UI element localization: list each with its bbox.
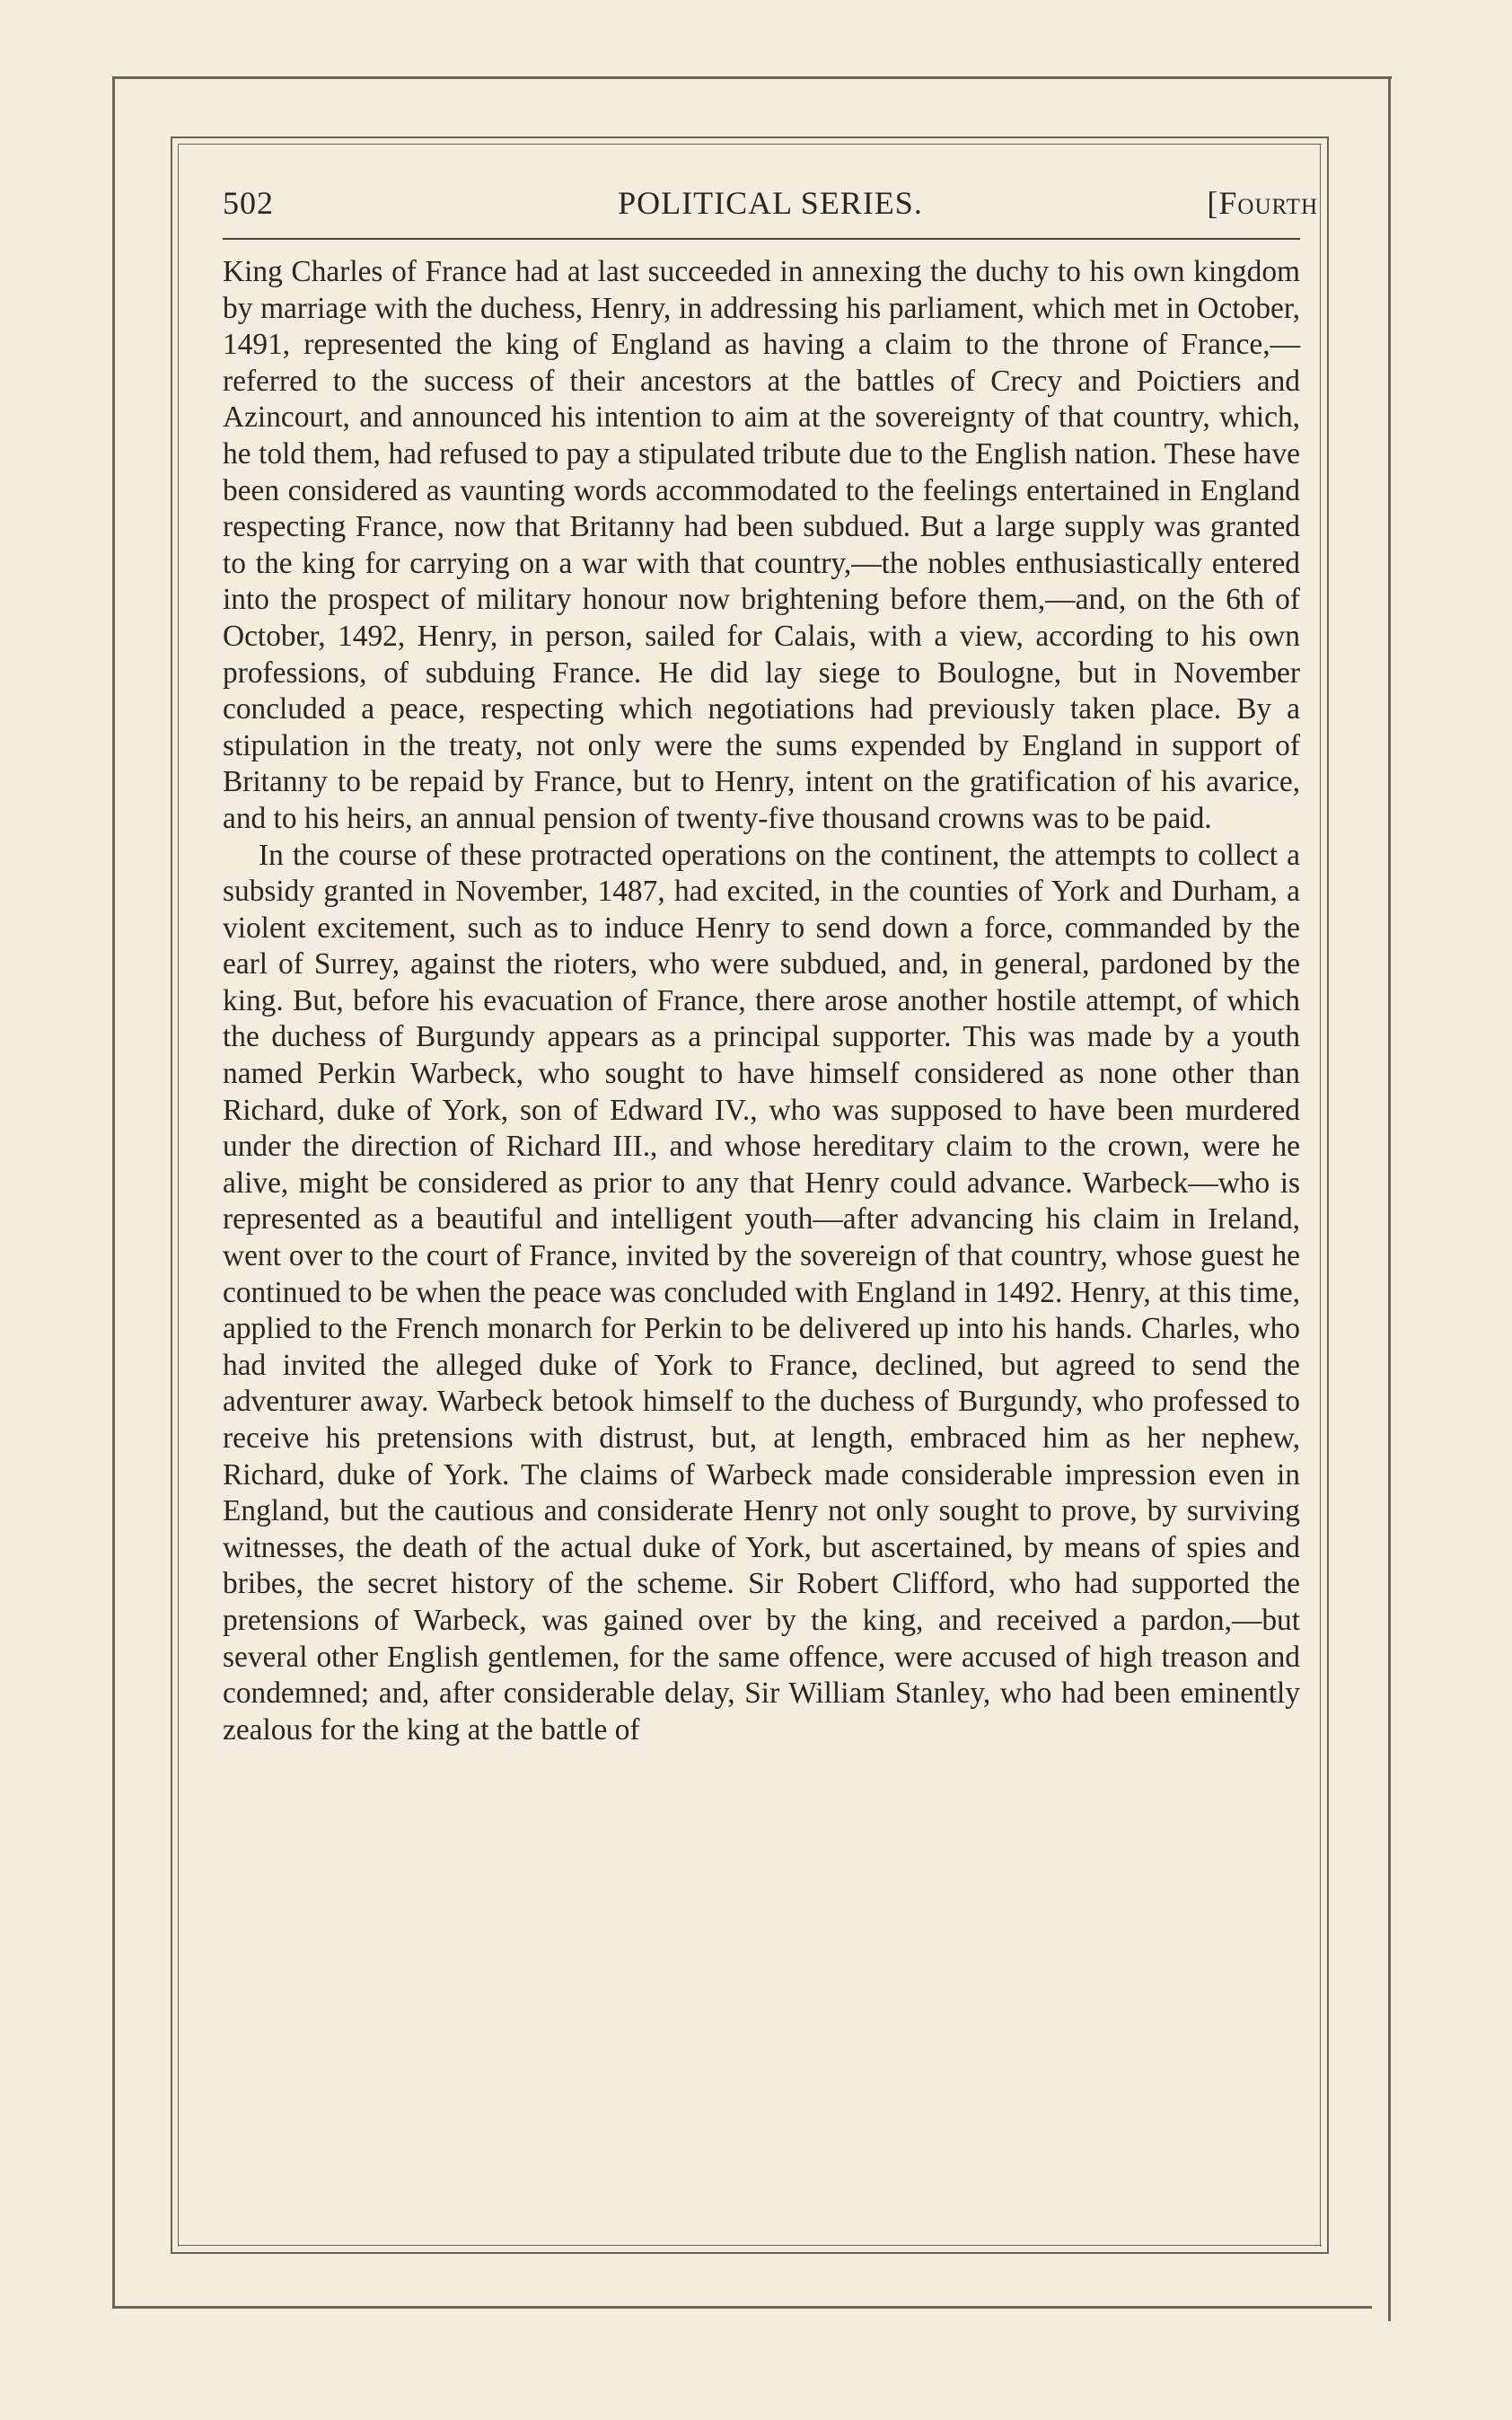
inner-frame-top (171, 136, 1329, 138)
inner-frame-bottom (171, 2252, 1329, 2254)
body-text (223, 254, 1300, 1748)
header-rule (223, 238, 1300, 240)
paragraph-2: In the course of these protracted operations on the continent, the attempts to collect a subsidy granted in November, 1487, had excited, in the counties of York and Durham, a violent excitement, such as to induce Henry to send down a force, commanded by the earl of Surrey, against the rioters, who were subdued, and, in general, pardoned by the king. But, before his evacuation of France, there arose another hostile attempt, of which the duchess of Burgundy appears as a principal supporter. This was made by a youth named Perkin Warbeck, who sought to have himself considered as none other than Richard, duke of York, son of Edward IV., who was supposed to have been murdered under the direction of Richard III., and whose hereditary claim to the crown, were he alive, might be considered as prior to any that Henry could advance. Warbeck—who is represented as a beautiful and intelligent youth—after advancing his claim in Ireland, went over to the court of France, invited by the sovereign of that country, whose guest he continued to be when the peace was concluded with England in 1492. Henry, at this time, applied to the French monarch for Perkin to be delivered up into his hands. Charles, who had invited the alleged duke of York to France, declined, but agreed to send the adventurer away. Warbeck betook himself to the duchess of Burgundy, who professed to receive his pretensions with distrust, but, at length, embraced him as her nephew, Richard, duke of York. The claims of Warbeck made considerable impression even in England, but the cautious and considerate Henry not only sought to prove, by surviving witnesses, the death of the actual duke of York, but ascertained, by means of spies and bribes, the secret history of the scheme. Sir Robert Clifford, who had supported the pretensions of Warbeck, was gained over by the king, and received a pardon,—but several other English gentlemen, for the same offence, were accused of high treason and condemned; and, after considerable delay, Sir William Stanley, who had been eminently zealous for the king at the battle of (223, 838, 1300, 1747)
outer-border-left (112, 76, 115, 2308)
inner-frame-top-2 (178, 144, 1322, 145)
inner-frame-right (1327, 136, 1329, 2254)
inner-frame-right-2 (1320, 144, 1321, 2247)
book-page (178, 148, 1318, 2236)
section-label: [Fourth (1207, 185, 1318, 221)
outer-border-top (112, 76, 1392, 79)
outer-border-right (1388, 76, 1391, 2321)
running-title: POLITICAL SERIES. (618, 185, 923, 221)
outer-border-bottom (112, 2306, 1372, 2309)
paragraph-1: King Charles of France had at last succeeded in annexing the duchy to his own kingdom by marriage with the duchess, Henry, in addressing his parliament, which met in October, 1491, represented the king of England as having a claim to the throne of France,—referred to the success of their ancestors at the battles of Crecy and Poictiers and Azincourt, and announced his intention to aim at the sovereignty of that country, which, he told them, had refused to pay a stipulated tribute due to the English nation. These have been considered as vaunting words accommodated to the feelings entertained in England respecting France, now that Britanny had been subdued. But a large supply was granted to the king for carrying on a war with that country,—the nobles enthusiastically entered into the prospect of military honour now brightening before them,—and, on the 6th of October, 1492, Henry, in person, sailed for Calais, with a view, according to his own professions, of subduing France. He did lay siege to Boulogne, but in November concluded a peace, respecting which negotiations had previously taken place. By a stipulation in the treaty, not only were the sums expended by England in support of Britanny to be repaid by France, but to Henry, intent on the gratification of his avarice, and to his heirs, an annual pension of twenty-five thousand crowns was to be paid. (223, 255, 1300, 835)
inner-frame-bottom-2 (178, 2245, 1322, 2246)
inner-frame-left (171, 136, 172, 2254)
page-number: 502 (223, 185, 274, 221)
running-header (223, 184, 1318, 238)
